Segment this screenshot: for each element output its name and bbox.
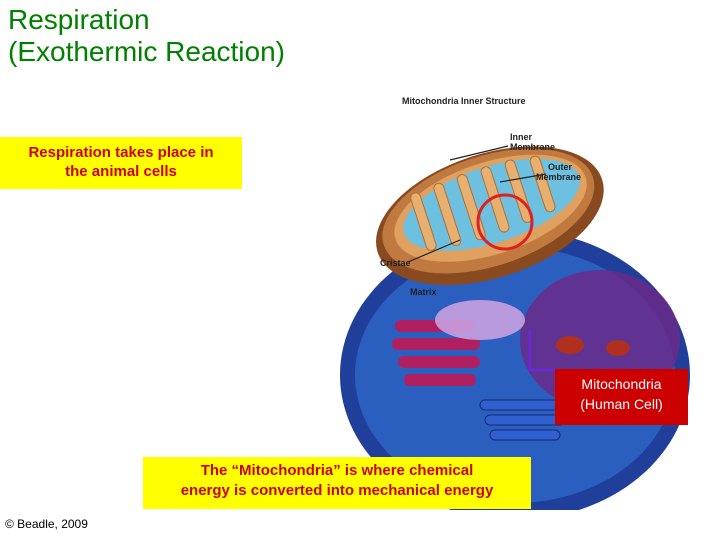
box-top-line-2: the animal cells [65,163,177,180]
title-line-1: Respiration [8,4,150,35]
inner-membrane-label-1: Inner [510,132,533,142]
cell-illustration [300,90,700,510]
diagram-heading: Mitochondria Inner Structure [402,96,526,106]
inner-membrane-label-2: Membrane [510,142,556,152]
outer-membrane-label-1: Outer [548,162,573,172]
small-mitochondrion [556,336,584,354]
mito-label-line-2: (Human Cell) [580,396,663,412]
cristae-label: Cristae [380,258,411,268]
matrix-label: Matrix [410,287,437,297]
box-top-line-1: Respiration takes place in [28,144,214,161]
title-line-2: (Exothermic Reaction) [8,36,285,67]
energy-conversion-box [143,457,531,509]
copyright-notice: © Beadle, 2009 [5,517,88,531]
nucleus [435,300,525,340]
slide-title [8,4,285,68]
outer-membrane-label-2: Membrane [536,172,582,182]
box-bottom-line-1: The “Mitochondria” is where chemical [200,462,474,479]
respiration-location-box [0,137,242,189]
box-bottom-line-2: energy is converted into mechanical energy [180,482,494,499]
mito-label-line-1: Mitochondria [581,376,662,392]
mitochondria-label [555,369,688,425]
